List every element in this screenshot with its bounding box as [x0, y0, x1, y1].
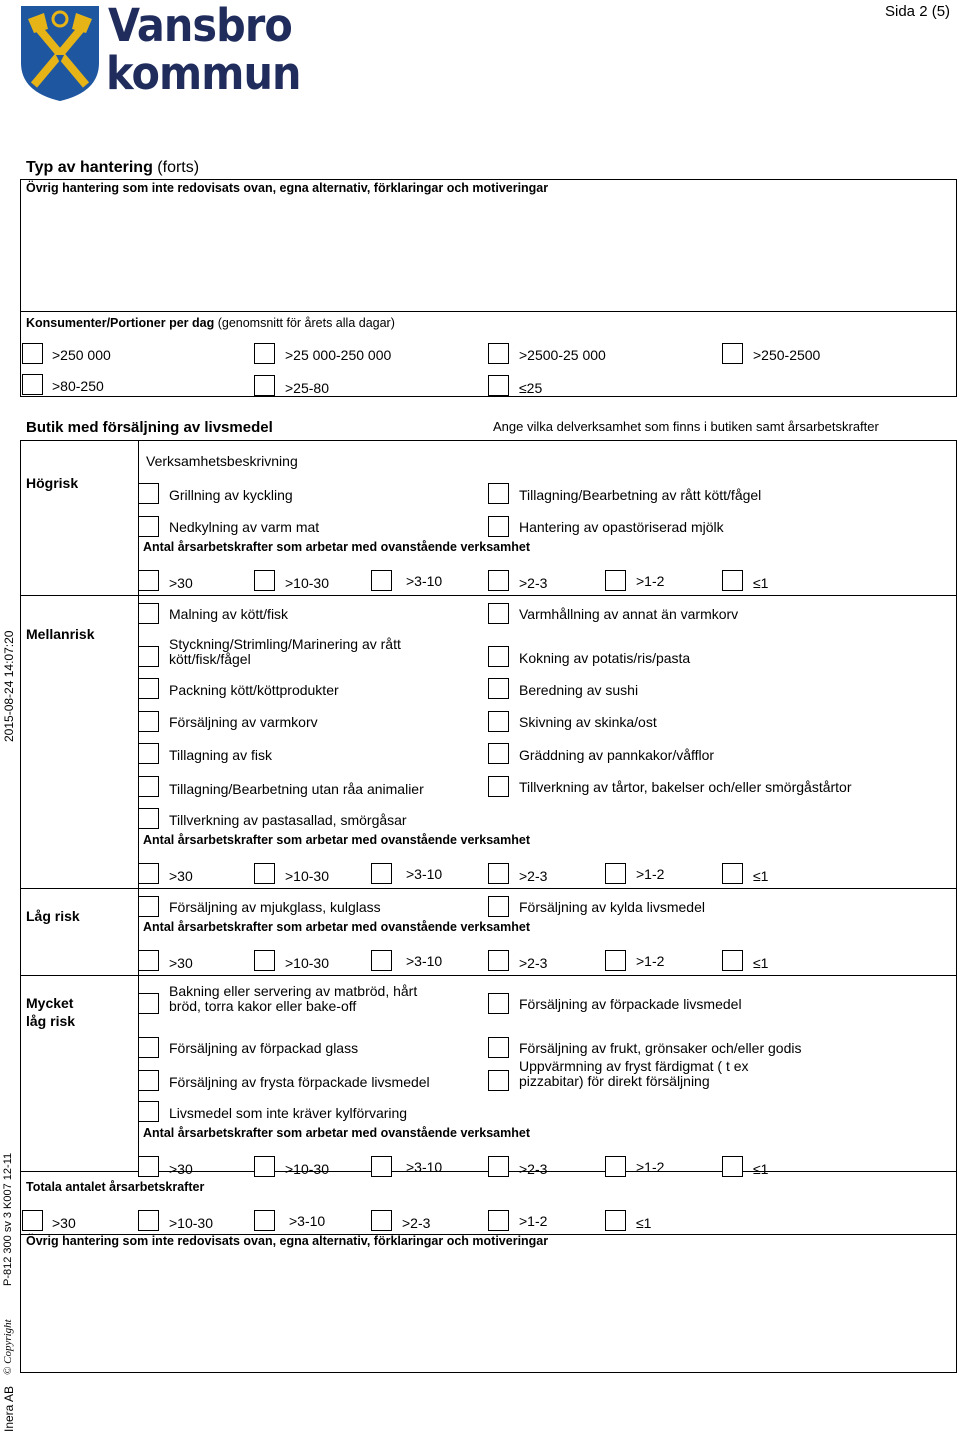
other-handling-label-bottom: Övrig hantering som inte redovisats ovan, egna alternativ, förklaringar och motiveringar [26, 1234, 549, 1248]
mellanrisk-item-2: Varmhållning av annat än varmkorv [519, 606, 739, 622]
logo [20, 0, 320, 105]
mellanrisk-staff-checkbox-2[interactable] [254, 863, 275, 884]
consumers-checkbox-1[interactable] [22, 343, 43, 364]
mycket-lagrisk-item-4: Försäljning av frukt, grönsaker och/eller godis [519, 1040, 802, 1056]
mycket-lagrisk-checkbox-1[interactable] [138, 993, 159, 1014]
mycket-lagrisk-checkbox-6[interactable] [488, 1070, 509, 1091]
mellanrisk-checkbox-3[interactable] [138, 646, 159, 667]
mycket-lagrisk-staff-checkbox-2[interactable] [254, 1156, 275, 1177]
hogrisk-staff-option-2: >10-30 [285, 575, 329, 591]
mycket-lagrisk-staff-option-4: >2-3 [519, 1161, 548, 1177]
hogrisk-item-2: Tillagning/Bearbetning av rått kött/fågel [519, 487, 762, 503]
lagrisk-staff-option-6: ≤1 [753, 955, 769, 971]
mellanrisk-item-11: Tillagning/Bearbetning utan råa animalier [169, 781, 424, 797]
total-staff-option-4: >2-3 [402, 1215, 431, 1231]
hogrisk-staff-option-6: ≤1 [753, 575, 769, 591]
mellanrisk-item-9: Tillagning av fisk [169, 747, 272, 763]
mycket-lagrisk-label-line1: Mycket [26, 995, 74, 1011]
mycket-lagrisk-staff-checkbox-6[interactable] [722, 1156, 743, 1177]
hogrisk-checkbox-1[interactable] [138, 483, 159, 504]
staff-label-lagrisk: Antal årsarbetskrafter som arbetar med ovanstående verksamhet [143, 920, 530, 934]
lagrisk-staff-checkbox-4[interactable] [488, 950, 509, 971]
mellanrisk-checkbox-12[interactable] [488, 776, 509, 797]
hogrisk-checkbox-3[interactable] [138, 516, 159, 537]
mycket-lagrisk-item-5: Försäljning av frysta förpackade livsmedel [169, 1074, 430, 1090]
page-number: Sida 2 (5) [885, 3, 951, 20]
consumers-checkbox-3[interactable] [488, 343, 509, 364]
copyright: © Copyright [2, 1319, 14, 1375]
mellanrisk-checkbox-5[interactable] [138, 678, 159, 699]
divider [20, 595, 957, 596]
hogrisk-checkbox-4[interactable] [488, 516, 509, 537]
mellanrisk-item-13: Tillverkning av pastasallad, smörgåsar [169, 812, 407, 828]
lagrisk-checkbox-2[interactable] [488, 896, 509, 917]
hogrisk-item-1: Grillning av kyckling [169, 487, 293, 503]
consumers-option-4: >250-2500 [753, 347, 821, 363]
hogrisk-staff-option-3: >3-10 [406, 573, 443, 589]
section-heading-main: Typ av hantering [26, 159, 153, 176]
mycket-lagrisk-item-3: Försäljning av förpackad glass [169, 1040, 359, 1056]
other-handling-textarea[interactable] [24, 198, 952, 308]
mellanrisk-checkbox-7[interactable] [138, 711, 159, 732]
logo-text-line2: kommun [106, 47, 301, 100]
divider [20, 311, 957, 312]
total-staff-label: Totala antalet årsarbetskrafter [26, 1180, 205, 1194]
mellanrisk-checkbox-4[interactable] [488, 646, 509, 667]
mellanrisk-item-10: Gräddning av pannkakor/våfflor [519, 747, 715, 763]
mellanrisk-staff-option-2: >10-30 [285, 868, 329, 884]
consumers-label [26, 316, 395, 330]
lagrisk-staff-checkbox-2[interactable] [254, 950, 275, 971]
hogrisk-staff-option-4: >2-3 [519, 575, 548, 591]
consumers-label-note: (genomsnitt för årets alla dagar) [214, 316, 395, 330]
mellanrisk-checkbox-8[interactable] [488, 711, 509, 732]
mellanrisk-checkbox-13[interactable] [138, 808, 159, 829]
hogrisk-staff-checkbox-6[interactable] [722, 570, 743, 591]
lagrisk-staff-option-4: >2-3 [519, 955, 548, 971]
mycket-lagrisk-staff-option-1: >30 [169, 1161, 193, 1177]
hogrisk-staff-checkbox-4[interactable] [488, 570, 509, 591]
mycket-lagrisk-staff-option-3: >3-10 [406, 1159, 443, 1175]
form-id: P-812 300 sv 3 K007 12-11 [2, 1152, 14, 1286]
mellanrisk-item-4: Kokning av potatis/ris/pasta [519, 650, 691, 666]
hogrisk-staff-checkbox-1[interactable] [138, 570, 159, 591]
mellanrisk-staff-checkbox-3[interactable] [371, 863, 392, 884]
hogrisk-staff-checkbox-3[interactable] [371, 570, 392, 591]
consumers-option-6: >25-80 [285, 380, 329, 396]
mellanrisk-item-12: Tillverkning av tårtor, bakelser och/eller smörgåstårtor [519, 779, 852, 795]
lagrisk-staff-option-1: >30 [169, 955, 193, 971]
shop-instruction: Ange vilka delverksamhet som finns i butiken samt årsarbetskrafter [493, 419, 879, 434]
mycket-lagrisk-checkbox-5[interactable] [138, 1070, 159, 1091]
lagrisk-staff-option-5: >1-2 [636, 953, 665, 969]
section-heading-suffix: (forts) [152, 159, 200, 176]
mellanrisk-checkbox-6[interactable] [488, 678, 509, 699]
section-heading [26, 159, 199, 177]
mellanrisk-item-6: Beredning av sushi [519, 682, 639, 698]
mycket-lagrisk-staff-option-5: >1-2 [636, 1159, 665, 1175]
coat-of-arms-icon [20, 5, 100, 101]
mycket-lagrisk-item-7: Livsmedel som inte kräver kylförvaring [169, 1105, 408, 1121]
hogrisk-staff-option-5: >1-2 [636, 573, 665, 589]
activity-description-heading: Verksamhetsbeskrivning [146, 453, 298, 469]
total-staff-checkbox-5[interactable] [488, 1210, 509, 1231]
lagrisk-label: Låg risk [26, 908, 80, 924]
hogrisk-staff-checkbox-5[interactable] [605, 570, 626, 591]
mycket-lagrisk-item-2: Försäljning av förpackade livsmedel [519, 996, 742, 1012]
mycket-lagrisk-staff-checkbox-5[interactable] [605, 1156, 626, 1177]
total-staff-option-5: >1-2 [519, 1213, 548, 1229]
lagrisk-staff-checkbox-6[interactable] [722, 950, 743, 971]
company-name: Inera AB [2, 1385, 16, 1432]
hogrisk-checkbox-2[interactable] [488, 483, 509, 504]
staff-label-mycket-lagrisk: Antal årsarbetskrafter som arbetar med ovanstående verksamhet [143, 1126, 530, 1140]
lagrisk-item-1: Försäljning av mjukglass, kulglass [169, 899, 381, 915]
total-staff-checkbox-3[interactable] [254, 1210, 275, 1231]
lagrisk-item-2: Försäljning av kylda livsmedel [519, 899, 705, 915]
mellanrisk-staff-checkbox-6[interactable] [722, 863, 743, 884]
hogrisk-item-3: Nedkylning av varm mat [169, 519, 320, 535]
mellanrisk-item-7: Försäljning av varmkorv [169, 714, 318, 730]
staff-label-hogrisk: Antal årsarbetskrafter som arbetar med ovanstående verksamhet [143, 540, 530, 554]
other-handling-label: Övrig hantering som inte redovisats ovan, egna alternativ, förklaringar och motiveringar [26, 181, 549, 195]
mycket-lagrisk-item-6: Uppvärmning av fryst färdigmat ( t ex pizzabitar) för direkt försäljning [519, 1058, 749, 1089]
staff-label-mellanrisk: Antal årsarbetskrafter som arbetar med ovanstående verksamhet [143, 833, 530, 847]
mellanrisk-checkbox-10[interactable] [488, 743, 509, 764]
total-staff-checkbox-2[interactable] [138, 1210, 159, 1231]
consumers-option-5: >80-250 [52, 378, 104, 394]
mycket-lagrisk-staff-option-6: ≤1 [753, 1161, 769, 1177]
consumers-label-main: Konsumenter/Portioner per dag [26, 316, 215, 330]
consumers-checkbox-2[interactable] [254, 343, 275, 364]
consumers-checkbox-5[interactable] [22, 374, 43, 395]
mycket-lagrisk-label [26, 994, 75, 1030]
mellanrisk-checkbox-1[interactable] [138, 603, 159, 624]
total-staff-checkbox-4[interactable] [371, 1210, 392, 1231]
hogrisk-staff-checkbox-2[interactable] [254, 570, 275, 591]
mycket-lagrisk-staff-checkbox-3[interactable] [371, 1156, 392, 1177]
hogrisk-label: Högrisk [26, 475, 79, 491]
hogrisk-staff-option-1: >30 [169, 575, 193, 591]
logo-text-line1: Vansbro [108, 0, 292, 52]
consumers-option-7: ≤25 [519, 380, 543, 396]
consumers-checkbox-7[interactable] [488, 375, 509, 396]
mycket-lagrisk-label-line2: låg risk [26, 1013, 76, 1029]
lagrisk-staff-checkbox-5[interactable] [605, 950, 626, 971]
mellanrisk-staff-option-4: >2-3 [519, 868, 548, 884]
mellanrisk-staff-checkbox-4[interactable] [488, 863, 509, 884]
lagrisk-staff-checkbox-1[interactable] [138, 950, 159, 971]
mellanrisk-checkbox-2[interactable] [488, 603, 509, 624]
consumers-option-2: >25 000-250 000 [285, 347, 392, 363]
mellanrisk-item-5: Packning kött/köttprodukter [169, 682, 339, 698]
risk-table-column-divider [138, 440, 139, 1171]
consumers-option-3: >2500-25 000 [519, 347, 606, 363]
mycket-lagrisk-checkbox-2[interactable] [488, 993, 509, 1014]
total-staff-option-1: >30 [52, 1215, 76, 1231]
mellanrisk-staff-option-1: >30 [169, 868, 193, 884]
total-staff-option-6: ≤1 [636, 1215, 652, 1231]
lagrisk-staff-option-3: >3-10 [406, 953, 443, 969]
print-date: 2015-08-24 14:07:20 [2, 630, 16, 742]
mellanrisk-item-3: Styckning/Strimling/Marinering av rått kött/fisk/fågel [169, 636, 401, 667]
mellanrisk-label: Mellanrisk [26, 626, 95, 642]
shop-title: Butik med försäljning av livsmedel [26, 419, 273, 436]
total-staff-option-2: >10-30 [169, 1215, 213, 1231]
total-staff-checkbox-1[interactable] [22, 1210, 43, 1231]
hogrisk-item-4: Hantering av opastöriserad mjölk [519, 519, 724, 535]
mellanrisk-staff-checkbox-1[interactable] [138, 863, 159, 884]
mycket-lagrisk-checkbox-4[interactable] [488, 1037, 509, 1058]
consumers-checkbox-4[interactable] [722, 343, 743, 364]
other-handling-textarea-bottom[interactable] [24, 1252, 952, 1368]
mellanrisk-checkbox-11[interactable] [138, 776, 159, 797]
mellanrisk-staff-option-5: >1-2 [636, 866, 665, 882]
mycket-lagrisk-checkbox-3[interactable] [138, 1037, 159, 1058]
mellanrisk-item-8: Skivning av skinka/ost [519, 714, 657, 730]
mycket-lagrisk-item-1: Bakning eller servering av matbröd, hårt bröd, torra kakor eller bake-off [169, 983, 418, 1014]
mellanrisk-staff-option-6: ≤1 [753, 868, 769, 884]
total-staff-checkbox-6[interactable] [605, 1210, 626, 1231]
consumers-checkbox-6[interactable] [254, 375, 275, 396]
consumers-option-1: >250 000 [52, 347, 111, 363]
total-staff-option-3: >3-10 [289, 1213, 326, 1229]
divider [20, 975, 957, 976]
mellanrisk-checkbox-9[interactable] [138, 743, 159, 764]
lagrisk-staff-option-2: >10-30 [285, 955, 329, 971]
mycket-lagrisk-checkbox-7[interactable] [138, 1101, 159, 1122]
mellanrisk-staff-checkbox-5[interactable] [605, 863, 626, 884]
lagrisk-checkbox-1[interactable] [138, 896, 159, 917]
mycket-lagrisk-staff-checkbox-1[interactable] [138, 1156, 159, 1177]
mellanrisk-item-1: Malning av kött/fisk [169, 606, 289, 622]
mellanrisk-staff-option-3: >3-10 [406, 866, 443, 882]
mycket-lagrisk-staff-option-2: >10-30 [285, 1161, 329, 1177]
divider [20, 888, 957, 889]
lagrisk-staff-checkbox-3[interactable] [371, 950, 392, 971]
mycket-lagrisk-staff-checkbox-4[interactable] [488, 1156, 509, 1177]
